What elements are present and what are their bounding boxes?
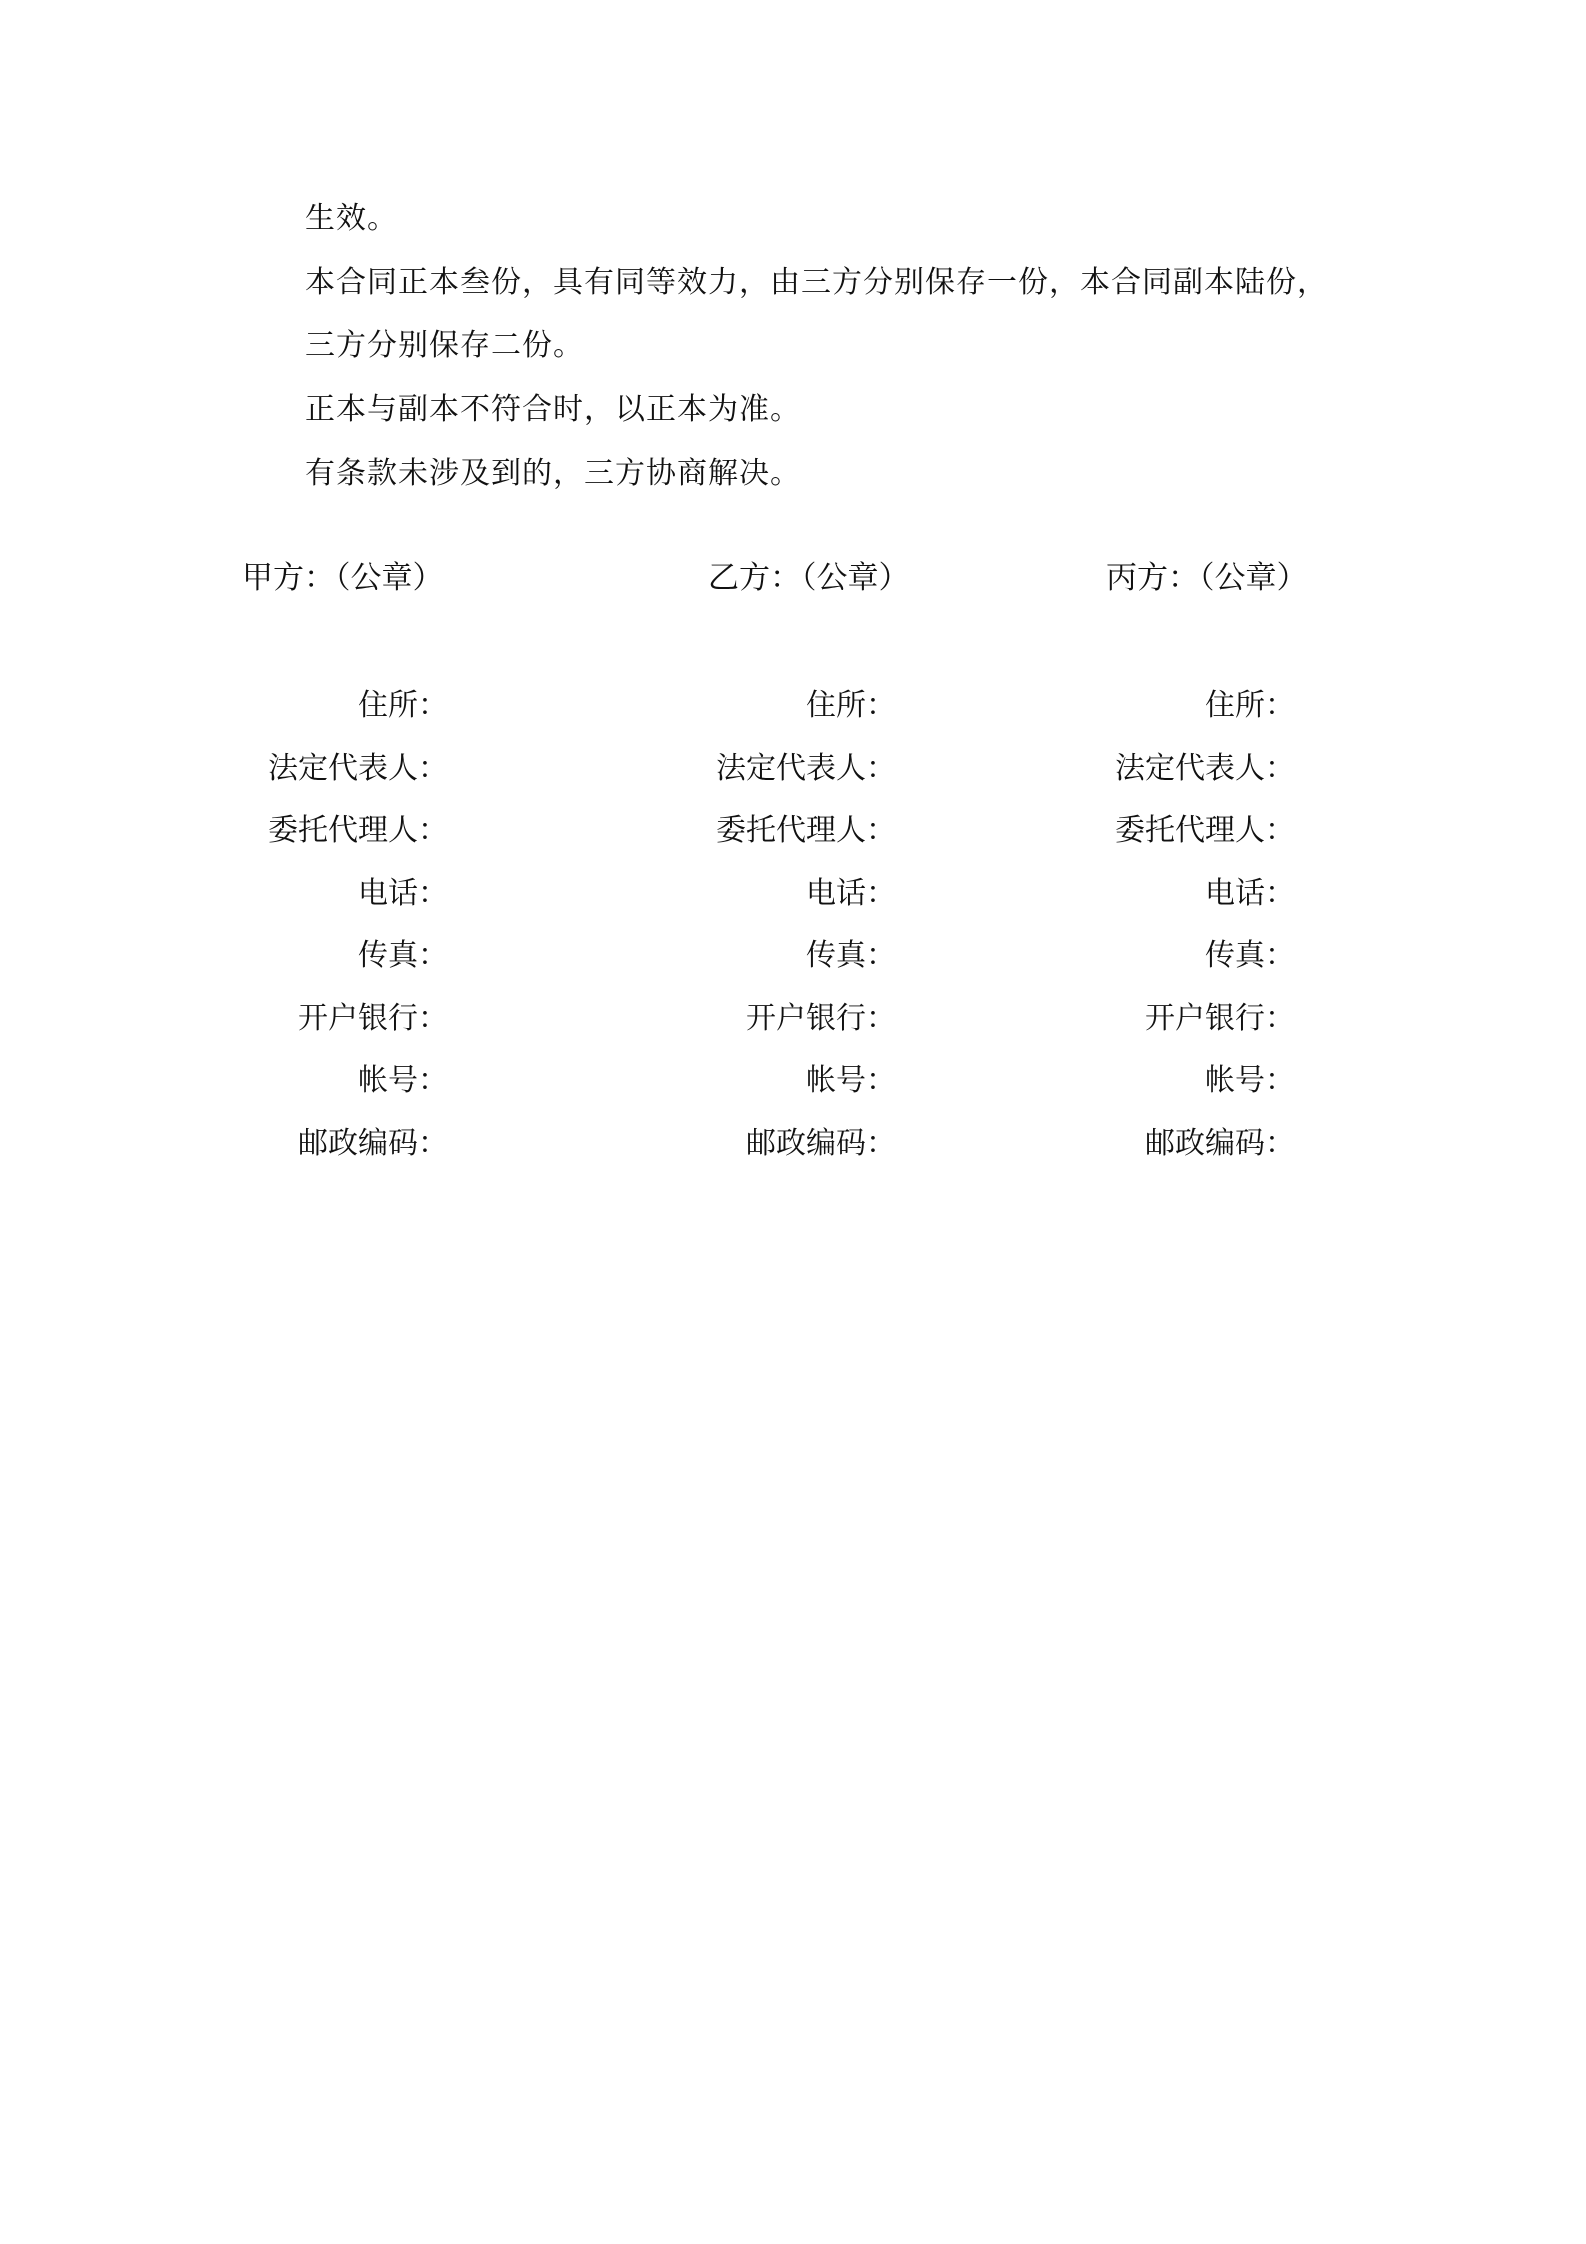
phone-label: 电话： bbox=[358, 875, 448, 911]
fax-label: 传真： bbox=[358, 938, 448, 973]
fax-label: 传真： bbox=[806, 938, 896, 973]
phone-label: 电话： bbox=[806, 875, 896, 911]
paragraph-unresolved-terms: 有条款未涉及到的，三方协商解决。 bbox=[305, 456, 801, 491]
authorized-agent-label: 委托代理人： bbox=[716, 813, 896, 848]
party-b-details bbox=[596, 675, 896, 1175]
legal-representative-label: 法定代表人： bbox=[716, 750, 896, 786]
account-number-label: 帐号： bbox=[1205, 1063, 1295, 1098]
legal-representative-label: 法定代表人： bbox=[268, 750, 448, 786]
authorized-agent-label: 委托代理人： bbox=[268, 813, 448, 848]
paragraph-effective: 生效。 bbox=[305, 201, 398, 236]
phone-label: 电话： bbox=[1205, 875, 1295, 911]
party-a-details bbox=[148, 675, 448, 1175]
postal-code-label: 邮政编码： bbox=[298, 1125, 448, 1161]
party-b-seal-label: 乙方：（公章） bbox=[708, 560, 910, 596]
party-c-seal-label: 丙方：（公章） bbox=[1106, 560, 1308, 596]
bank-label: 开户银行： bbox=[1145, 1000, 1295, 1036]
party-c-details bbox=[995, 675, 1295, 1175]
fax-label: 传真： bbox=[1205, 938, 1295, 973]
postal-code-label: 邮政编码： bbox=[746, 1125, 896, 1161]
paragraph-precedence: 正本与副本不符合时，以正本为准。 bbox=[305, 392, 801, 427]
postal-code-label: 邮政编码： bbox=[1145, 1125, 1295, 1161]
account-number-label: 帐号： bbox=[358, 1063, 448, 1098]
paragraph-copies-continued: 三方分别保存二份。 bbox=[305, 328, 584, 363]
paragraph-copies: 本合同正本叁份，具有同等效力，由三方分别保存一份，本合同副本陆份， bbox=[305, 265, 1328, 300]
bank-label: 开户银行： bbox=[298, 1000, 448, 1036]
authorized-agent-label: 委托代理人： bbox=[1115, 813, 1295, 848]
legal-representative-label: 法定代表人： bbox=[1115, 750, 1295, 786]
address-label: 住所： bbox=[358, 688, 448, 723]
address-label: 住所： bbox=[806, 688, 896, 723]
account-number-label: 帐号： bbox=[806, 1063, 896, 1098]
party-a-seal-label: 甲方：（公章） bbox=[242, 560, 444, 596]
bank-label: 开户银行： bbox=[746, 1000, 896, 1036]
address-label: 住所： bbox=[1205, 688, 1295, 723]
